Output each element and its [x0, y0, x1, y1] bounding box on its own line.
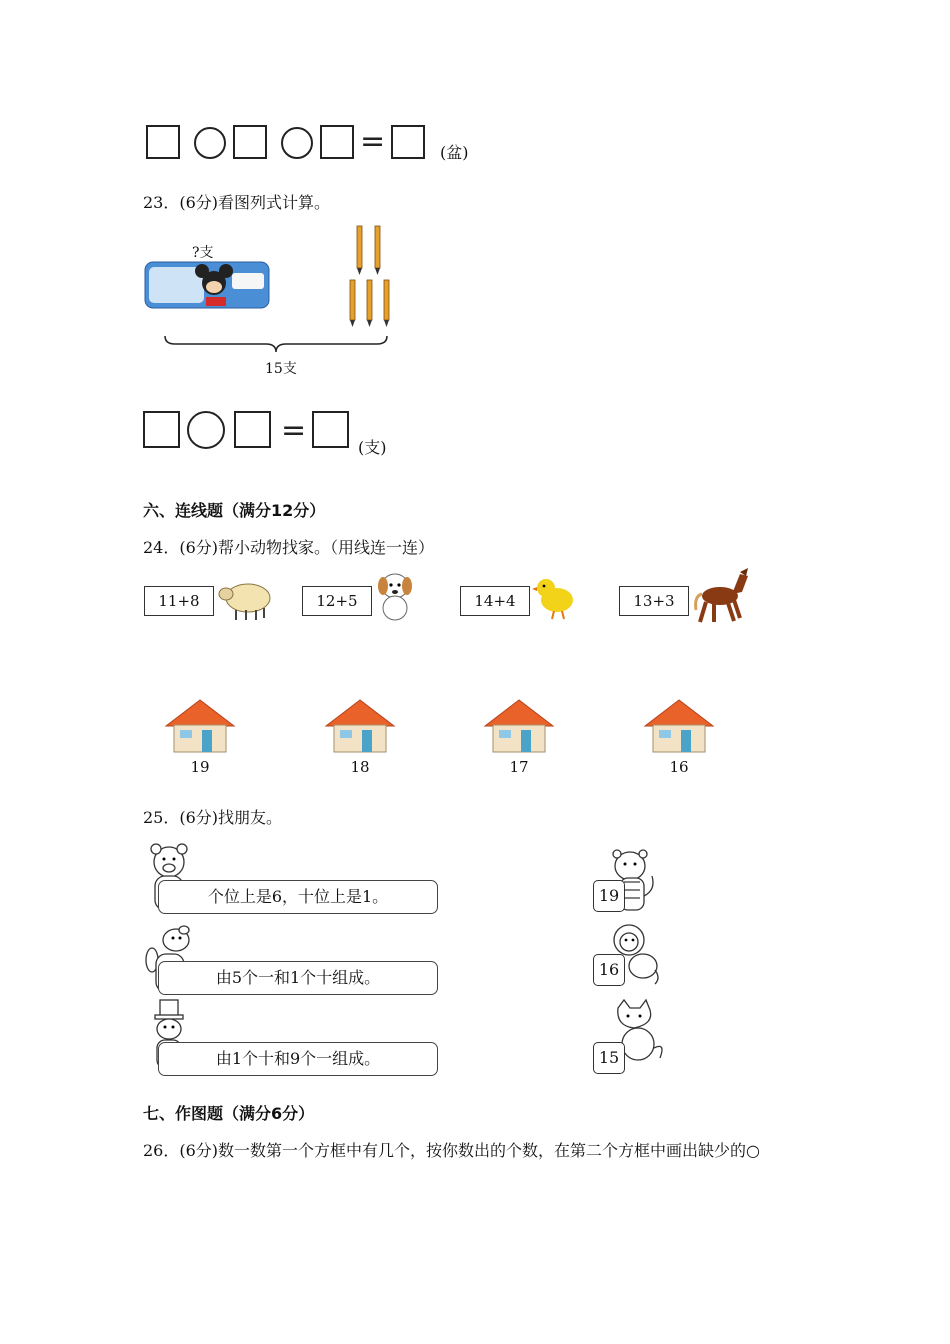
house-number: 19 [190, 758, 210, 776]
question-25-title: 25．(6分)找朋友。 [143, 808, 283, 827]
operator-circle-2[interactable] [281, 127, 313, 159]
operator-circle-3[interactable] [187, 411, 225, 449]
house-icon[interactable] [483, 696, 555, 754]
pencils-image [346, 222, 394, 332]
question-26-title: 26．(6分)数一数第一个方框中有几个，按你数出的个数，在第二个方框中画出缺少的○ [143, 1141, 760, 1160]
house-number: 18 [350, 758, 370, 776]
total-label: 15支 [265, 361, 297, 377]
unit-label: (盆) [440, 143, 469, 162]
operator-circle-1[interactable] [194, 127, 226, 159]
question-23-title: 23．(6分)看图列式计算。 [143, 193, 331, 212]
statement-card[interactable]: 个位上是6，十位上是1。 [158, 880, 438, 914]
answer-box-2[interactable] [233, 125, 267, 159]
result-box[interactable] [391, 125, 425, 159]
number-tag[interactable]: 19 [593, 880, 625, 912]
horse-icon [692, 566, 754, 626]
answer-box-3[interactable] [320, 125, 354, 159]
question-24-title: 24．(6分)帮小动物找家。（用线连一连） [143, 538, 435, 557]
sheep-icon [216, 578, 274, 622]
expression-box[interactable]: 14+4 [460, 586, 530, 616]
house-icon[interactable] [643, 696, 715, 754]
answer-box-4[interactable] [143, 411, 180, 448]
statement-card[interactable]: 由5个一和1个十组成。 [158, 961, 438, 995]
statement-card[interactable]: 由1个十和9个一组成。 [158, 1042, 438, 1076]
section-6-heading: 六、连线题（满分12分） [143, 501, 326, 520]
chick-icon [532, 574, 580, 620]
house-number: 16 [669, 758, 689, 776]
expression-box[interactable]: 12+5 [302, 586, 372, 616]
dog-icon [374, 570, 416, 622]
section-7-heading: 七、作图题（满分6分） [143, 1104, 315, 1123]
pencil-case-image [144, 259, 270, 311]
house-icon[interactable] [164, 696, 236, 754]
result-box-2[interactable] [312, 411, 349, 448]
equals-sign-2: = [281, 413, 307, 448]
unit-label-2: (支) [358, 438, 387, 457]
house-icon[interactable] [324, 696, 396, 754]
answer-box-5[interactable] [234, 411, 271, 448]
house-number: 17 [509, 758, 529, 776]
number-tag[interactable]: 15 [593, 1042, 625, 1074]
expression-box[interactable]: 11+8 [144, 586, 214, 616]
answer-box-1[interactable] [146, 125, 180, 159]
brace [163, 334, 389, 356]
question-count-label: ?支 [192, 245, 214, 261]
number-tag[interactable]: 16 [593, 954, 625, 986]
expression-box[interactable]: 13+3 [619, 586, 689, 616]
equals-sign: = [360, 124, 386, 159]
